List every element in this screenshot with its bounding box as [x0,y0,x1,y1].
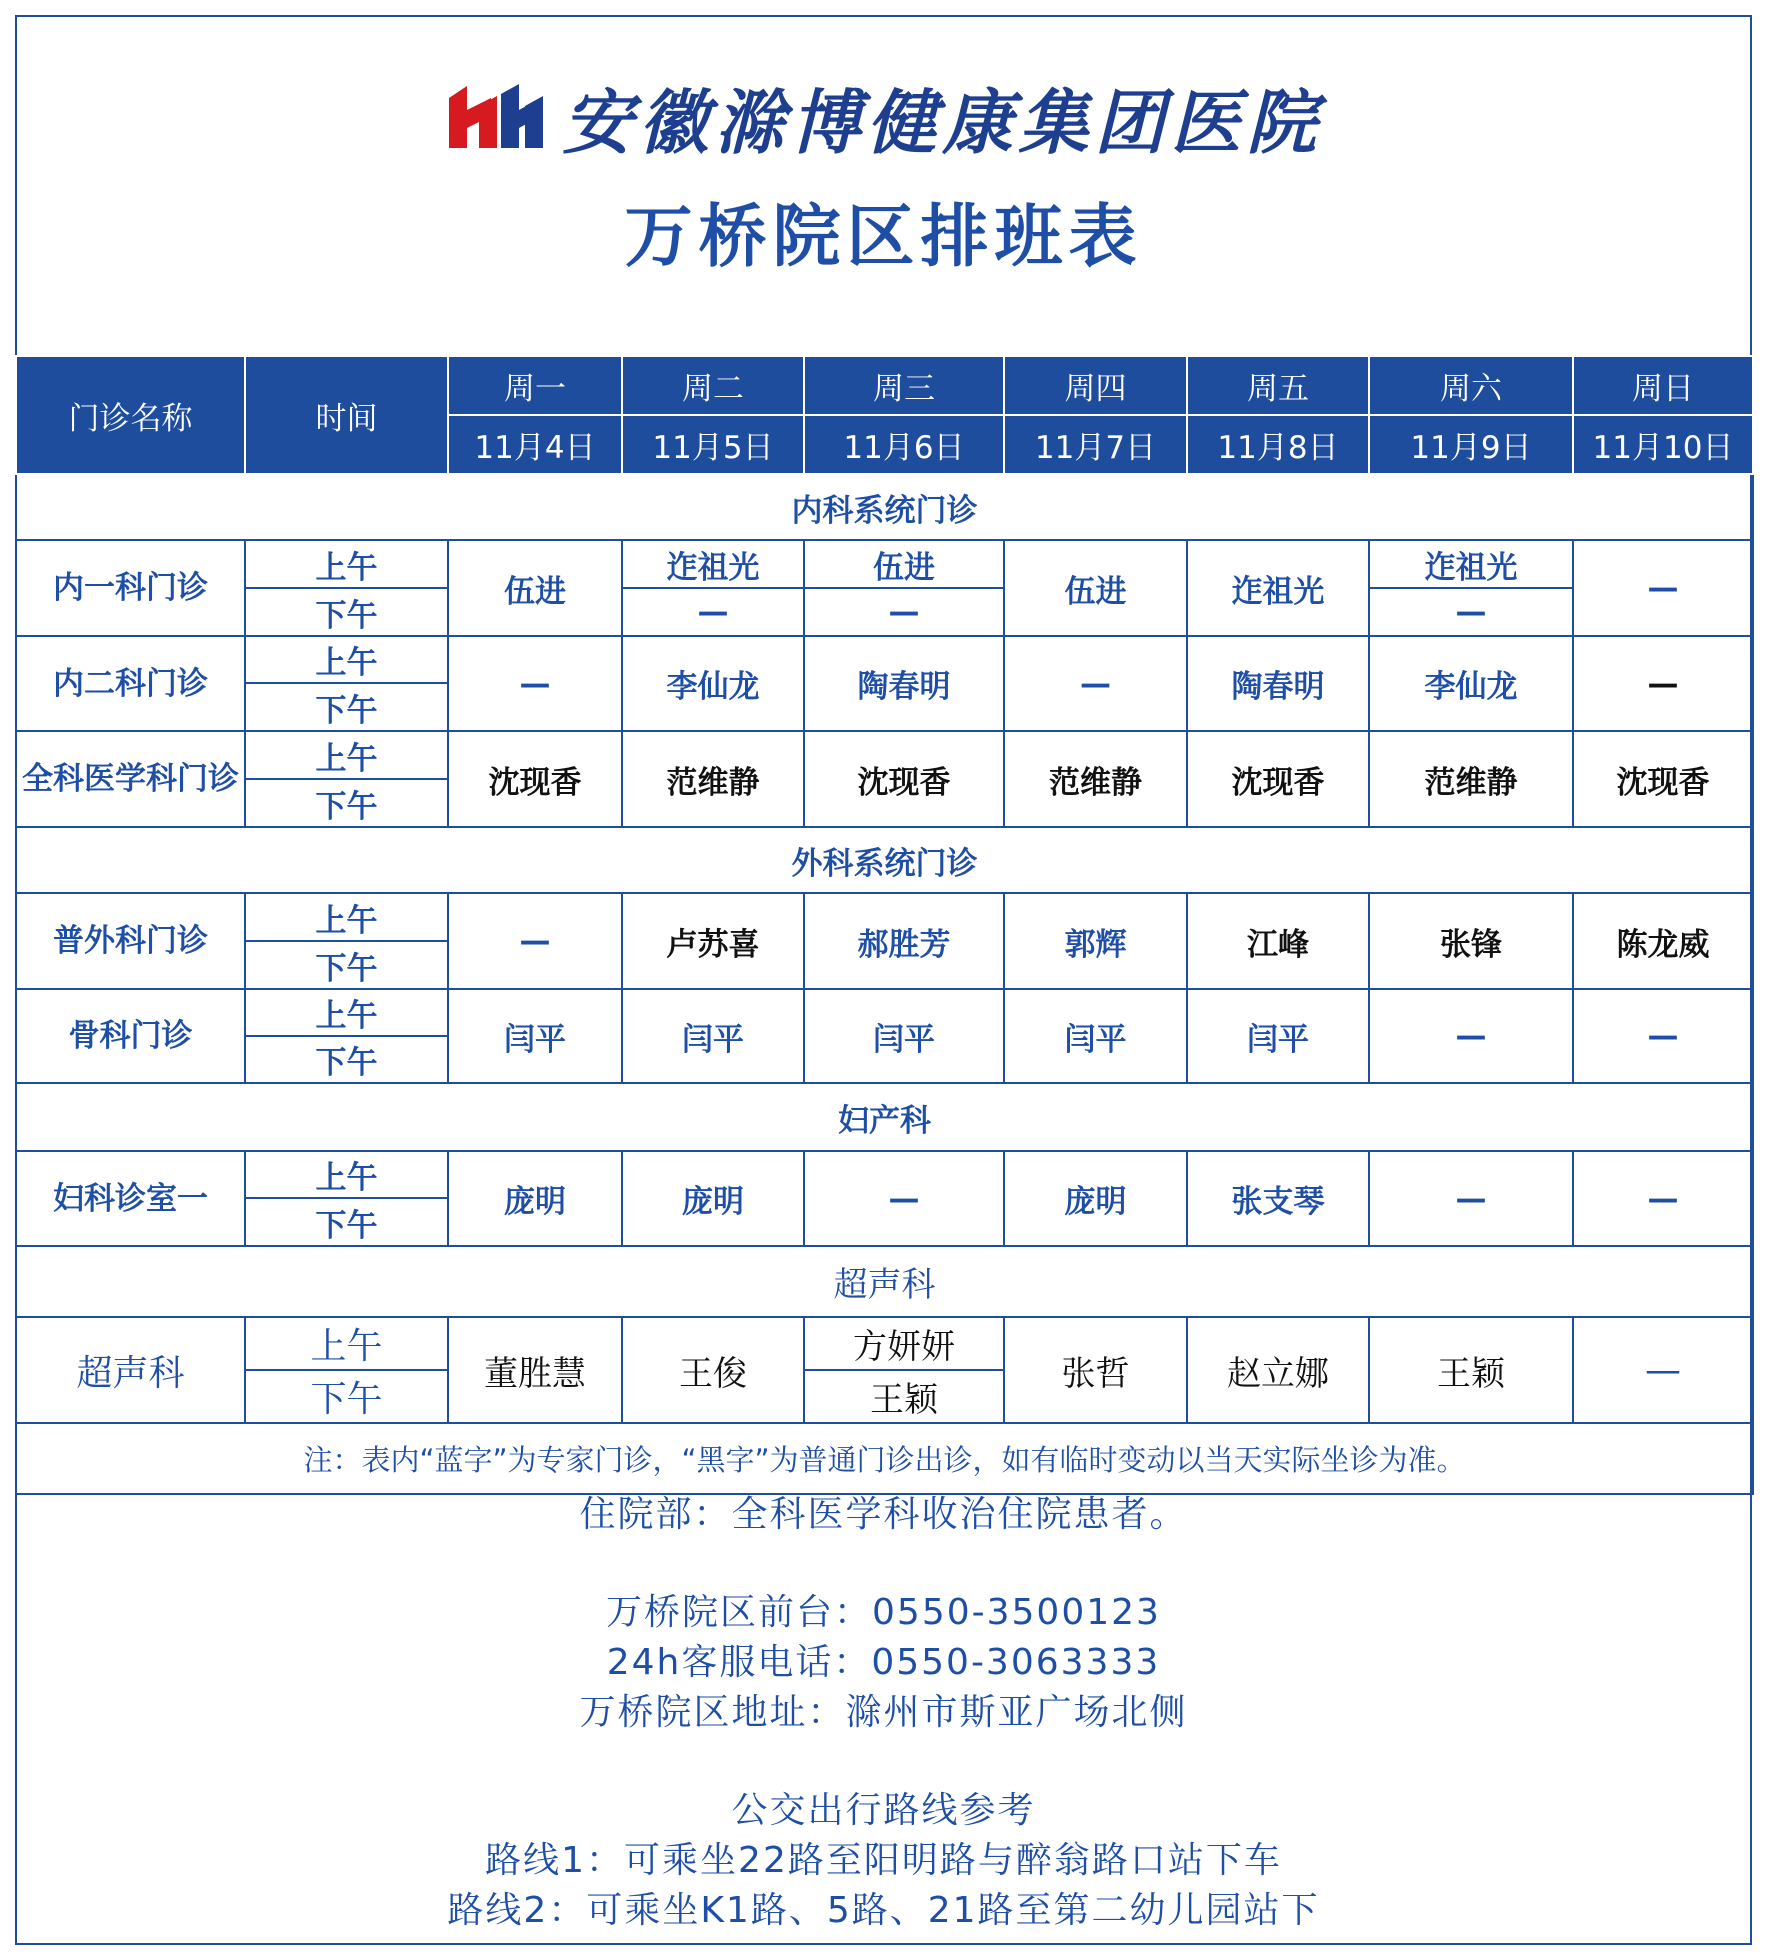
doctor-cell: 庞明 [1004,1151,1187,1246]
table-row [16,636,1753,683]
date-header: 11月7日 [1004,415,1187,474]
section-row [16,474,1753,540]
doctor-cell: — [1573,540,1753,636]
doctor-cell: 陈龙威 [1573,893,1753,989]
doctor-cell: 庞明 [622,1151,804,1246]
time-pm: 下午 [245,779,448,827]
weekday-header: 周二 [622,356,804,415]
doctor-cell: 闫平 [448,989,622,1083]
table-row [16,731,1753,779]
doctor-cell: — [1573,1151,1753,1246]
page-header [15,15,1752,355]
date-header: 11月10日 [1573,415,1753,474]
doctor-cell: 江峰 [1187,893,1369,989]
doctor-cell: 郭辉 [1004,893,1187,989]
table-row [16,893,1753,941]
table-row [16,1317,1753,1370]
schedule-table [15,355,1754,1495]
doctor-cell: 赵立娜 [1187,1317,1369,1423]
dept-name: 全科医学科门诊 [16,731,245,827]
date-header: 11月4日 [448,415,622,474]
doctor-cell: 张哲 [1004,1317,1187,1423]
section-row [16,1246,1753,1317]
time-am: 上午 [245,540,448,588]
doctor-cell: 伍进 [1004,540,1187,636]
front-desk-phone: 万桥院区前台：0550-3500123 [606,1592,1161,1633]
time-am: 上午 [245,893,448,941]
col-header-time: 时间 [245,356,448,474]
table-row [16,989,1753,1036]
dept-name: 内一科门诊 [16,540,245,636]
doctor-cell: 闫平 [1187,989,1369,1083]
hotline-phone: 24h客服电话：0550-3063333 [606,1642,1161,1683]
doctor-cell: 李仙龙 [1369,636,1573,731]
doctor-cell: — [622,588,804,636]
doctor-cell: 张锋 [1369,893,1573,989]
bus-title: 公交出行路线参考 [731,1790,1036,1831]
doctor-cell: 迮祖光 [622,540,804,588]
time-am: 上午 [245,731,448,779]
doctor-cell: — [1573,989,1753,1083]
doctor-cell: 张支琴 [1187,1151,1369,1246]
doctor-cell: 闫平 [804,989,1004,1083]
doctor-cell: — [1369,588,1573,636]
doctor-cell: 王俊 [622,1317,804,1423]
doctor-cell: — [1369,1151,1573,1246]
doctor-cell: 沈现香 [1573,731,1753,827]
doctor-cell: 方妍妍 [804,1317,1004,1370]
doctor-cell: 闫平 [1004,989,1187,1083]
time-am: 上午 [245,1151,448,1198]
weekday-header: 周一 [448,356,622,415]
doctor-cell: — [448,636,622,731]
doctor-cell: 伍进 [804,540,1004,588]
doctor-cell: 陶春明 [804,636,1004,731]
footer-info [15,1490,1752,1936]
time-pm: 下午 [245,1198,448,1246]
doctor-cell: 王颖 [804,1370,1004,1423]
weekday-header: 周五 [1187,356,1369,415]
dept-name: 骨科门诊 [16,989,245,1083]
doctor-cell: 卢苏喜 [622,893,804,989]
table-note: 注：表内“蓝字”为专家门诊，“黑字”为普通门诊出诊，如有临时变动以当天实际坐诊为准。 [16,1423,1753,1494]
table-row [16,540,1753,588]
section-title-ultrasound: 超声科 [16,1246,1753,1317]
doctor-cell: — [804,1151,1004,1246]
dept-name: 妇科诊室一 [16,1151,245,1246]
bus-route-2: 路线2：可乘坐K1路、5路、21路至第二幼儿园站下 [447,1890,1320,1931]
hospital-name: 安徽滁博健康集团医院 [562,80,1323,164]
address: 万桥院区地址：滁州市斯亚广场北侧 [579,1692,1188,1733]
dept-name: 内二科门诊 [16,636,245,731]
doctor-cell: 范维静 [1369,731,1573,827]
doctor-cell: — [804,588,1004,636]
table-row [16,588,1753,636]
time-pm: 下午 [245,941,448,989]
doctor-cell: 陶春明 [1187,636,1369,731]
time-pm: 下午 [245,683,448,731]
doctor-cell: 迮祖光 [1187,540,1369,636]
date-header: 11月9日 [1369,415,1573,474]
inpatient-info: 住院部：全科医学科收治住院患者。 [579,1494,1188,1535]
doctor-cell: — [1004,636,1187,731]
time-am: 上午 [245,636,448,683]
table-row [16,1151,1753,1198]
col-header-dept: 门诊名称 [16,356,245,474]
doctor-cell: 伍进 [448,540,622,636]
logo-row [15,67,1752,167]
time-pm: 下午 [245,1036,448,1083]
section-title-surgical: 外科系统门诊 [16,827,1753,893]
doctor-cell: 庞明 [448,1151,622,1246]
section-row [16,827,1753,893]
doctor-cell: — [1573,636,1753,731]
weekday-header: 周日 [1573,356,1753,415]
weekday-header: 周四 [1004,356,1187,415]
doctor-cell: 董胜慧 [448,1317,622,1423]
section-title-obgyn: 妇产科 [16,1083,1753,1151]
bus-route-1: 路线1：可乘坐22路至阳明路与醉翁路口站下车 [485,1840,1282,1881]
dept-name: 超声科 [16,1317,245,1423]
section-row [16,1083,1753,1151]
time-am: 上午 [245,1317,448,1370]
doctor-cell: 范维静 [1004,731,1187,827]
dept-name: 普外科门诊 [16,893,245,989]
hospital-logo-icon [445,76,545,158]
note-row [16,1423,1753,1494]
date-header: 11月8日 [1187,415,1369,474]
doctor-cell: 郝胜芳 [804,893,1004,989]
section-title-internal: 内科系统门诊 [16,474,1753,540]
weekday-header: 周三 [804,356,1004,415]
time-pm: 下午 [245,1370,448,1423]
date-header: 11月5日 [622,415,804,474]
doctor-cell: 闫平 [622,989,804,1083]
doctor-cell: 迮祖光 [1369,540,1573,588]
doctor-cell: 沈现香 [448,731,622,827]
doctor-cell: 李仙龙 [622,636,804,731]
doctor-cell: 范维静 [622,731,804,827]
weekday-header: 周六 [1369,356,1573,415]
page-title: 万桥院区排班表 [624,198,1143,277]
doctor-cell: 沈现香 [804,731,1004,827]
doctor-cell: — [1369,989,1573,1083]
date-header: 11月6日 [804,415,1004,474]
doctor-cell: — [1573,1317,1753,1423]
time-am: 上午 [245,989,448,1036]
doctor-cell: 沈现香 [1187,731,1369,827]
doctor-cell: 王颖 [1369,1317,1573,1423]
time-pm: 下午 [245,588,448,636]
doctor-cell: — [448,893,622,989]
